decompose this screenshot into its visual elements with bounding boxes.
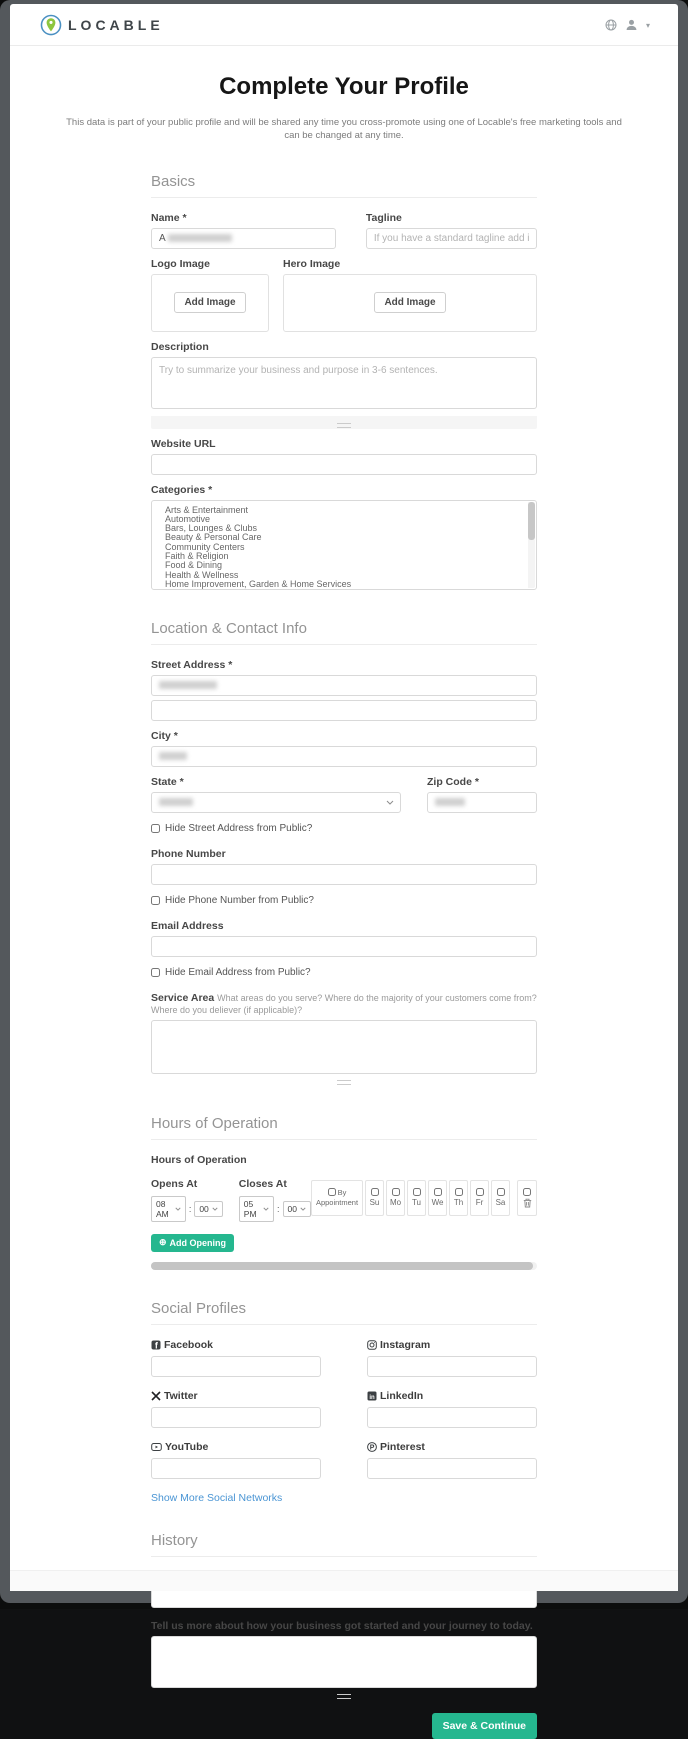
hide-email-label: Hide Email Address from Public?	[165, 966, 311, 978]
hero-image-label: Hero Image	[283, 257, 341, 270]
description-label: Description	[151, 340, 209, 353]
street-field-group	[151, 659, 537, 721]
remove-opening-checkbox[interactable]	[523, 1188, 531, 1196]
name-value: A	[159, 232, 166, 244]
facebook-field-group	[151, 1339, 321, 1377]
hero-add-image-button[interactable]: Add Image	[374, 292, 445, 313]
story-label: Tell us more about how your business got started and your journey to today.	[151, 1619, 533, 1632]
category-option[interactable]: Automotive	[165, 513, 211, 524]
brand-name: LOCABLE	[68, 17, 164, 33]
by-appointment-label: By Appointment	[315, 1188, 359, 1207]
category-option[interactable]: Arts & Entertainment	[165, 504, 249, 515]
tagline-input[interactable]	[366, 228, 537, 249]
opens-at-controls	[151, 1196, 223, 1222]
by-appointment-checkbox[interactable]	[328, 1188, 336, 1196]
day-label: Mo	[389, 1198, 402, 1208]
pinterest-field-group	[367, 1441, 537, 1479]
opens-hour-value: 08 AM	[156, 1198, 169, 1219]
category-option[interactable]: Beauty & Personal Care	[165, 532, 262, 543]
story-field-group	[151, 1620, 537, 1699]
opens-minute-select[interactable]	[194, 1201, 222, 1217]
day-checkbox-th[interactable]	[455, 1188, 463, 1196]
day-cell-sa[interactable]	[491, 1180, 510, 1216]
opens-hour-select[interactable]	[151, 1196, 186, 1222]
svg-text:P: P	[369, 1444, 375, 1452]
remove-opening-cell[interactable]	[517, 1180, 537, 1216]
youtube-input[interactable]	[151, 1458, 321, 1479]
section-heading-hours: Hours of Operation	[151, 1115, 537, 1140]
pinterest-label-text: Pinterest	[380, 1440, 425, 1453]
name-field-group	[151, 212, 336, 249]
hide-street-checkbox[interactable]	[151, 824, 160, 833]
closes-at-label: Closes At	[238, 1177, 287, 1190]
city-label: City *	[151, 729, 178, 742]
city-input[interactable]	[151, 746, 537, 767]
show-more-social-link[interactable]: Show More Social Networks	[151, 1491, 283, 1504]
name-label: Name *	[151, 211, 187, 224]
state-select[interactable]	[151, 792, 401, 813]
day-cell-th[interactable]	[449, 1180, 468, 1216]
page-title: Complete Your Profile	[219, 73, 469, 100]
redacted-street-value	[159, 681, 217, 689]
hide-phone-label: Hide Phone Number from Public?	[165, 894, 314, 906]
categories-label: Categories *	[151, 483, 213, 496]
section-heading-social: Social Profiles	[151, 1300, 537, 1325]
state-select-wrap	[151, 792, 401, 813]
closes-at-controls	[239, 1196, 311, 1222]
closes-minute-value: 00	[287, 1203, 297, 1214]
name-tagline-row	[151, 212, 537, 249]
twitter-input[interactable]	[151, 1407, 321, 1428]
day-cell-we[interactable]	[428, 1180, 447, 1216]
email-field-group	[151, 920, 537, 957]
day-label: Tu	[411, 1198, 422, 1208]
hide-phone-checkbox[interactable]	[151, 896, 160, 905]
hide-email-checkbox[interactable]	[151, 968, 160, 977]
instagram-input[interactable]	[367, 1356, 537, 1377]
facebook-label	[151, 1339, 321, 1351]
linkedin-input[interactable]	[367, 1407, 537, 1428]
opens-minute-value: 00	[199, 1203, 209, 1214]
opens-at-label: Opens At	[151, 1177, 198, 1190]
linkedin-label-text: LinkedIn	[380, 1389, 424, 1402]
categories-multiselect[interactable]	[151, 500, 537, 590]
resize-handle[interactable]	[337, 1080, 351, 1085]
day-cell-tu[interactable]	[407, 1180, 426, 1216]
email-address-label: Email Address	[151, 919, 224, 932]
day-checkbox-mo[interactable]	[392, 1188, 400, 1196]
category-option[interactable]: Home Improvement, Garden & Home Services	[165, 578, 352, 589]
description-textarea[interactable]	[151, 357, 537, 409]
redacted-zip-value	[435, 798, 465, 806]
twitter-field-group	[151, 1390, 321, 1428]
by-appointment-cell[interactable]	[311, 1180, 363, 1216]
state-zip-row	[151, 776, 537, 813]
service-area-field-group	[151, 992, 537, 1085]
zip-field-group	[427, 776, 537, 813]
service-area-hint: What areas do you serve? Where do the majority of your customers come from? Where do you deliever (if applicable)?	[151, 992, 537, 1015]
user-icon[interactable]	[626, 19, 637, 31]
twitter-x-icon	[151, 1391, 161, 1401]
linkedin-field-group	[367, 1390, 537, 1428]
day-checkbox-su[interactable]	[371, 1188, 379, 1196]
phone-number-label: Phone Number	[151, 847, 226, 860]
service-area-textarea[interactable]	[151, 1020, 537, 1074]
zip-code-input[interactable]	[427, 792, 537, 813]
description-field-group	[151, 341, 537, 429]
app-window	[10, 4, 678, 1732]
app-header	[10, 4, 678, 46]
closes-at-group	[239, 1178, 311, 1222]
redacted-state-value	[159, 798, 193, 806]
categories-scrollbar-thumb[interactable]	[528, 502, 535, 540]
section-heading-basics: Basics	[151, 173, 537, 198]
redacted-name-value	[168, 234, 232, 242]
email-address-input[interactable]	[151, 936, 537, 957]
linkedin-icon	[367, 1391, 377, 1401]
pinterest-icon	[367, 1442, 377, 1452]
categories-field-group	[151, 484, 537, 590]
plus-circle-icon: ⊕	[159, 1237, 167, 1248]
youtube-label	[151, 1441, 321, 1453]
hide-phone-checkbox-row	[151, 895, 537, 906]
day-checkbox-fr[interactable]	[476, 1188, 484, 1196]
category-option[interactable]: Food & Dining	[165, 560, 223, 571]
website-url-label: Website URL	[151, 437, 216, 450]
instagram-label-text: Instagram	[380, 1338, 431, 1351]
service-area-label-text: Service Area	[151, 991, 215, 1004]
day-checkbox-sa[interactable]	[497, 1188, 505, 1196]
phone-number-input[interactable]	[151, 864, 537, 885]
twitter-x-icon-label	[151, 1390, 321, 1402]
globe-icon[interactable]	[605, 19, 617, 31]
brand[interactable]	[40, 14, 164, 36]
hero-image-dropzone[interactable]	[283, 274, 537, 332]
hours-row	[151, 1178, 537, 1222]
linkedin-label	[367, 1390, 537, 1402]
facebook-icon	[151, 1340, 161, 1350]
section-heading-location: Location & Contact Info	[151, 620, 537, 645]
instagram-icon	[367, 1340, 377, 1350]
story-textarea[interactable]	[151, 1636, 537, 1688]
day-cell-fr[interactable]	[470, 1180, 489, 1216]
trash-icon[interactable]	[523, 1198, 532, 1208]
add-opening-button[interactable]	[151, 1234, 234, 1252]
day-cell-mo[interactable]	[386, 1180, 405, 1216]
youtube-icon	[151, 1442, 162, 1452]
add-opening-label: Add Opening	[169, 1237, 227, 1248]
website-field-group	[151, 438, 537, 475]
day-label: Su	[369, 1198, 380, 1208]
category-option[interactable]: Health & Wellness	[165, 569, 239, 580]
day-label: Th	[453, 1198, 464, 1208]
hours-scrollbar[interactable]	[151, 1262, 537, 1270]
social-grid	[151, 1339, 537, 1479]
youtube-label-text: YouTube	[165, 1440, 209, 1453]
facebook-input[interactable]	[151, 1356, 321, 1377]
day-selector	[311, 1178, 537, 1216]
logo-image-label: Logo Image	[151, 257, 210, 270]
day-checkbox-tu[interactable]	[413, 1188, 421, 1196]
svg-text:f: f	[154, 1340, 158, 1351]
pinterest-label	[367, 1441, 537, 1453]
category-option[interactable]: Faith & Religion	[165, 551, 229, 562]
time-separator: :	[188, 1203, 192, 1214]
hide-email-checkbox-row	[151, 967, 537, 978]
logo-add-image-button[interactable]: Add Image	[174, 292, 245, 313]
facebook-label-text: Facebook	[164, 1338, 214, 1351]
svg-text:in: in	[369, 1394, 375, 1401]
section-heading-history: History	[151, 1532, 537, 1557]
resize-handle[interactable]	[337, 423, 351, 428]
hours-group-label: Hours of Operation	[151, 1153, 247, 1166]
state-label: State *	[151, 775, 184, 788]
image-row	[151, 258, 537, 332]
resize-handle[interactable]	[337, 1694, 351, 1699]
hide-street-label: Hide Street Address from Public?	[165, 822, 313, 834]
city-field-group	[151, 730, 537, 767]
category-option[interactable]: Bars, Lounges & Clubs	[165, 523, 258, 534]
name-input[interactable]	[151, 228, 336, 249]
street-address-input-1[interactable]	[151, 675, 537, 696]
redacted-city-value	[159, 752, 187, 760]
logo-image-group	[151, 258, 269, 332]
closes-hour-value: 05 PM	[243, 1198, 257, 1219]
day-label: Sa	[495, 1198, 506, 1208]
state-field-group	[151, 776, 401, 813]
instagram-label	[367, 1339, 537, 1351]
instagram-field-group	[367, 1339, 537, 1377]
hero-image-group	[283, 258, 537, 332]
categories-scrollbar[interactable]	[528, 502, 535, 588]
service-area-label	[151, 992, 537, 1016]
tagline-label: Tagline	[365, 211, 402, 224]
zip-code-label: Zip Code *	[427, 775, 479, 788]
phone-field-group	[151, 848, 537, 885]
time-separator: :	[277, 1203, 280, 1214]
day-label: We	[431, 1198, 444, 1208]
day-checkbox-we[interactable]	[434, 1188, 442, 1196]
page-subtitle: This data is part of your public profile and will be shared any time you cross-promote using one of Locable's free marketing tools and can be changed at any time.	[66, 117, 622, 142]
description-editor-bar	[151, 416, 537, 429]
closes-minute-select[interactable]	[283, 1201, 311, 1217]
save-continue-button[interactable]: Save & Continue	[432, 1713, 537, 1739]
header-actions	[605, 19, 650, 31]
tagline-field-group	[366, 212, 537, 249]
street-address-input-2[interactable]	[151, 700, 537, 721]
twitter-label-text: Twitter	[164, 1389, 198, 1402]
select-chevron-icon	[386, 800, 394, 805]
website-url-input[interactable]	[151, 454, 537, 475]
page-footer-strip	[10, 1570, 678, 1591]
logo-image-dropzone[interactable]	[151, 274, 269, 332]
day-label: Fr	[475, 1198, 484, 1208]
save-row	[151, 1713, 537, 1739]
youtube-field-group	[151, 1441, 321, 1479]
chevron-down-icon[interactable]: ▾	[645, 20, 650, 30]
opens-at-group	[151, 1178, 223, 1222]
street-address-label: Street Address *	[151, 658, 233, 671]
category-option[interactable]: Community Centers	[165, 541, 245, 552]
closes-hour-select[interactable]	[239, 1196, 274, 1222]
locable-logo-icon	[40, 14, 62, 36]
profile-form	[151, 173, 537, 1739]
pinterest-input[interactable]	[367, 1458, 537, 1479]
day-cell-su[interactable]	[365, 1180, 384, 1216]
hours-scrollbar-thumb[interactable]	[151, 1262, 533, 1270]
hide-street-checkbox-row	[151, 823, 537, 834]
